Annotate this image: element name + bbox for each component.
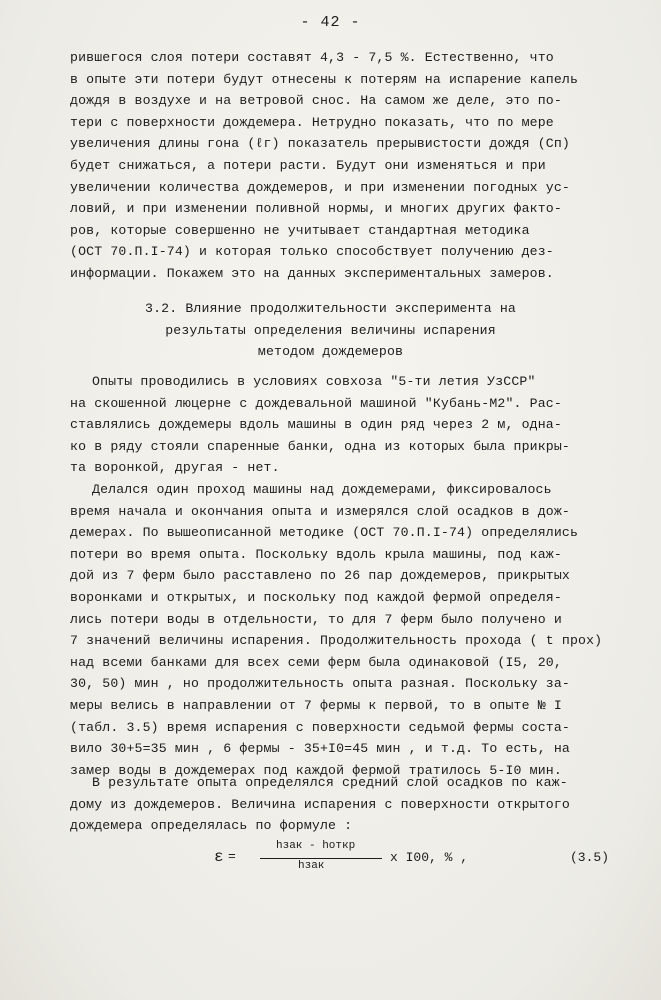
heading-line: методом дождемеров [257, 344, 404, 360]
paragraph-3-line: над всеми банками для всех семи ферм была одинаковой (I5, 20, [70, 654, 562, 670]
fraction-bar [260, 858, 382, 859]
paragraph-3-line: (табл. 3.5) время испарения с поверхности седьмой фермы соста- [70, 719, 570, 735]
formula-lhs: ε [214, 848, 224, 866]
heading-line: результаты определения величины испарения [165, 322, 496, 338]
paragraph-1-line: будет снижаться, а потери расти. Будут они изменяться и при [70, 157, 546, 173]
paragraph-4-line: В результате опыта определялся средний слой осадков по каж- [92, 775, 568, 790]
paragraph-2-line: ставлялись дождемеры вдоль машины в один ряд через 2 м, одна- [70, 417, 562, 433]
paragraph-experiments [70, 371, 630, 479]
paragraph-1-line: увеличении количества дождемеров, и при изменении погодных ус- [70, 179, 570, 195]
paragraph-1-line: информации. Покажем это на данных экспериментальных замеров. [70, 265, 554, 281]
paragraph-1-line: (ОСТ 70.П.I-74) и которая только способствует получению дез- [70, 244, 554, 260]
paragraph-1-line: рившегося слоя потери составят 4,3 - 7,5 %. Естественно, что [70, 50, 554, 65]
paragraph-2-line: та воронкой, другая - нет. [70, 460, 280, 476]
paragraph-1-line: в опыте эти потери будут отнесены к потерям на испарение капель [70, 71, 579, 87]
paragraph-3-line: лись потери воды в отдельности, то для 7 ферм было получено и [70, 611, 562, 627]
paragraph-3-line: время начала и окончания опыта и измерялся слой осадков в дож- [70, 503, 570, 519]
formula-3-5 [214, 840, 610, 880]
paragraph-3-line: дой из 7 ферм было расставлено по 26 пар дождемеров, прикрытых [70, 568, 570, 584]
paragraph-4-line: дождемера определялась по формуле : [70, 818, 353, 834]
paragraph-result [70, 772, 630, 837]
paragraph-2-line: на скошенной люцерне с дождевальной машиной "Кубань-М2". Рас- [70, 395, 562, 411]
paragraph-1-line: дождя в воздухе и на ветровой снос. На самом же деле, это по- [70, 93, 562, 109]
page-number: - 42 - [300, 14, 361, 31]
formula-equals: = [228, 849, 236, 864]
paragraph-3-line: замер воды в дождемерах под каждой фермой тратилось 5-I0 мин. [70, 762, 562, 778]
paragraph-3-line: меры велись в направлении от 7 фермы к первой, то в опыте № I [70, 697, 562, 713]
formula-denominator: hзак [298, 860, 325, 872]
paragraph-3-line: 30, 50) мин , но продолжительность опыта разная. Поскольку за- [70, 676, 570, 692]
paragraph-1-line: ловий, и при изменении поливной нормы, и многих других факто- [70, 201, 562, 217]
paragraph-2-line: ко в ряду стояли спаренные банки, одна из которых была прикры- [70, 438, 570, 454]
paragraph-3-line: воронками и открытых, и поскольку под каждой фермой определя- [70, 589, 562, 605]
paragraph-3-line: вило 30+5=35 мин , 6 фермы - 35+I0=45 мин , и т.д. То есть, на [70, 741, 570, 757]
paragraph-1-line: увеличения длины гона (ℓг) показатель прерывистости дождя (Сп) [70, 136, 570, 152]
paragraph-method [70, 479, 630, 781]
paragraph-1-line: ров, которые совершенно не учитывает стандартная методика [70, 222, 530, 238]
paragraph-4-line: дому из дождемеров. Величина испарения с поверхности открытого [70, 796, 570, 812]
paragraph-3-line: демерах. По вышеописанной методике (ОСТ 70.П.I-74) определялись [70, 525, 579, 541]
heading-line: 3.2. Влияние продолжительности эксперимента на [145, 301, 516, 316]
paragraph-3-line: 7 значений величины испарения. Продолжительность прохода ( t прох) [70, 633, 603, 649]
formula-tail: x I00, % , [390, 850, 469, 865]
paragraph-3-line: потери во время опыта. Поскольку вдоль крыла машины, под каж- [70, 546, 562, 562]
formula-numerator: hзак - hоткр [276, 840, 356, 852]
paragraph-3-line: Делался один проход машины над дождемерами, фиксировалось [92, 482, 552, 497]
section-heading [0, 298, 661, 363]
paragraph-1-line: тери с поверхности дождемера. Нетрудно показать, что по мере [70, 114, 554, 130]
paragraph-losses [70, 47, 630, 285]
formula-number: (3.5) [570, 850, 610, 865]
paragraph-2-line: Опыты проводились в условиях совхоза "5-ти летия УзССР" [92, 374, 536, 389]
